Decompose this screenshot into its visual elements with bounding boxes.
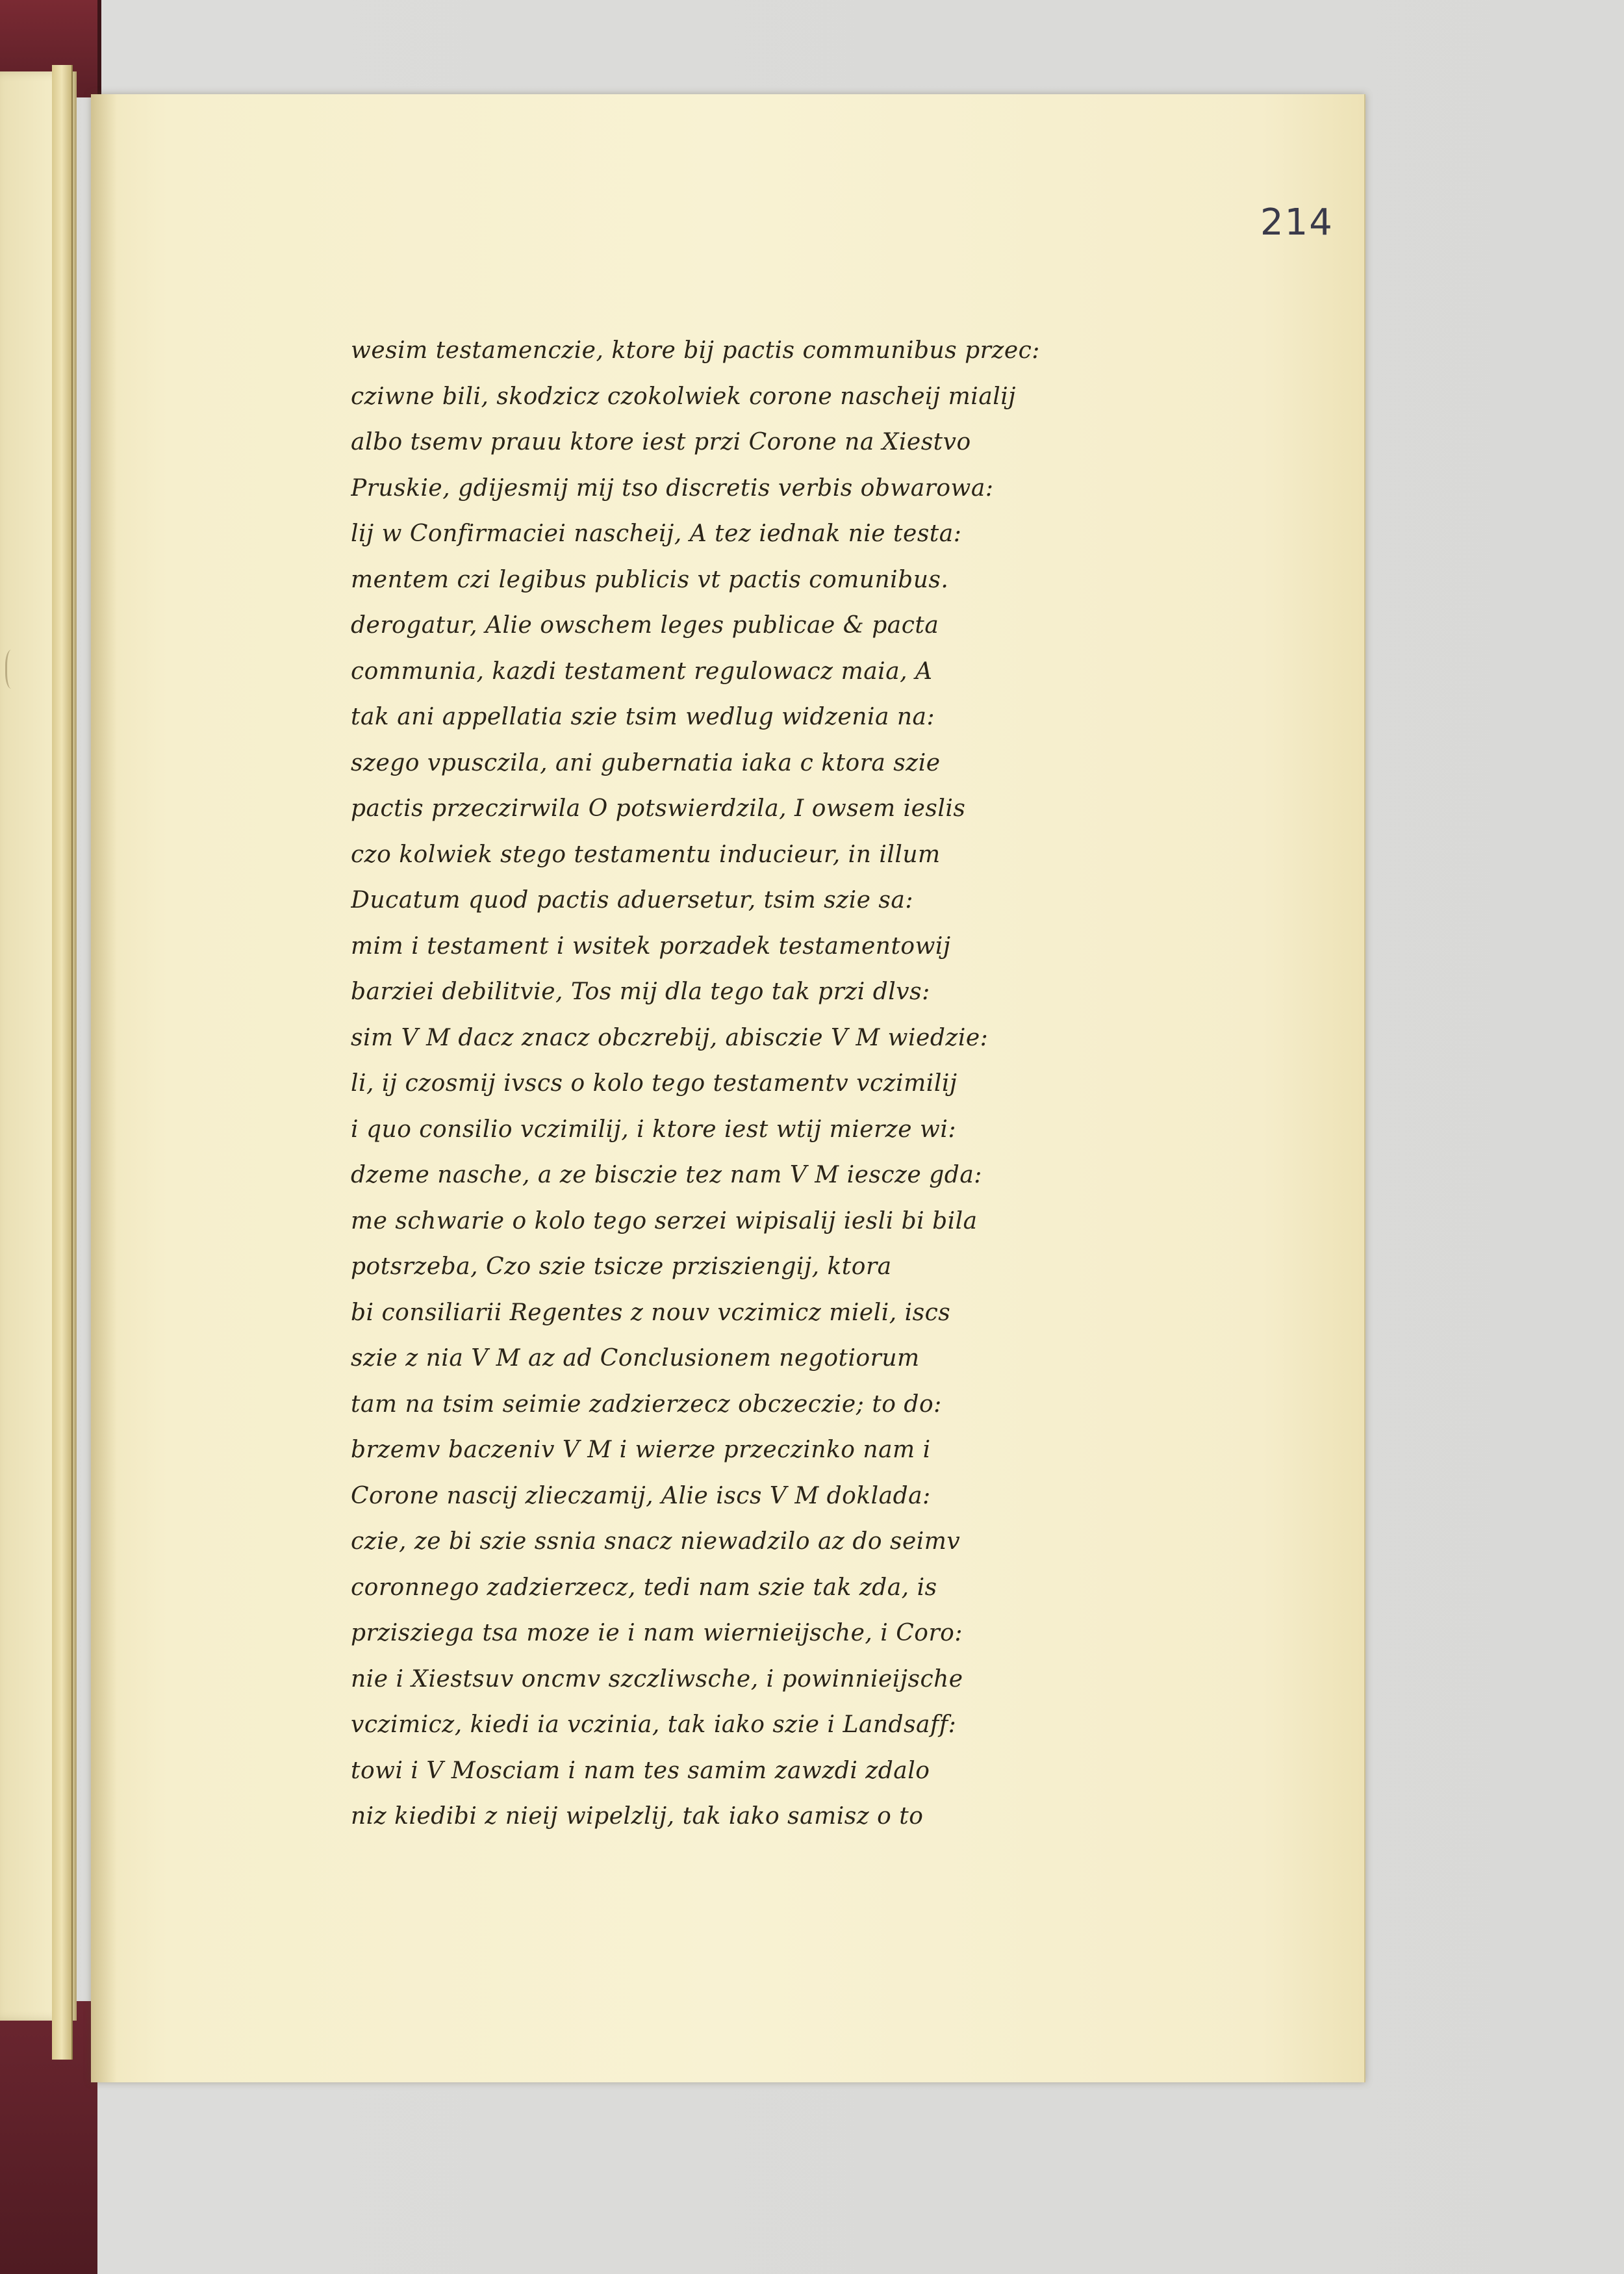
text-line: cziwne bili, skodzicz czokolwiek corone nascheij mialij — [351, 383, 1016, 410]
text-line: sim V M dacz znacz obczrebij, abisczie V M wiedzie: — [351, 1024, 989, 1051]
book-binding-bottom — [0, 2001, 97, 2274]
text-line: bi consiliarii Regentes z nouv vczimicz mieli, iscs — [351, 1299, 951, 1326]
text-line: communia, kazdi testament regulowacz maia, A — [351, 658, 933, 685]
text-line: nie i Xiestsuv oncmv szczliwsche, i powinnieijsche — [351, 1665, 963, 1693]
text-line: derogatur, Alie owschem leges publicae & pacta — [351, 612, 939, 639]
left-page-edge — [52, 65, 73, 2060]
text-line: coronnego zadzierzecz, tedi nam szie tak zda, is — [351, 1574, 937, 1601]
text-line: Corone nascij zlieczamij, Alie iscs V M doklada: — [351, 1482, 931, 1509]
text-line: szego vpusczila, ani gubernatia iaka c ktora szie — [351, 749, 941, 776]
text-line: mim i testament i wsitek porzadek testamentowij — [351, 932, 951, 960]
text-line: me schwarie o kolo tego serzei wipisalij iesli bi bila — [351, 1207, 978, 1234]
page-gutter-shadow — [91, 94, 117, 2082]
text-line: niz kiedibi z nieij wipelzlij, tak iako samisz o to — [351, 1803, 924, 1830]
text-line: czo kolwiek stego testamentu inducieur, in illum — [351, 841, 941, 868]
text-line: li, ij czosmij ivscs o kolo tego testamentv vczimilij — [351, 1070, 958, 1097]
text-line: mentem czi legibus publicis vt pactis comunibus. — [351, 566, 949, 593]
text-line: barziei debilitvie, Tos mij dla tego tak przi dlvs: — [351, 978, 930, 1005]
text-line: dzeme nasche, a ze bisczie tez nam V M iescze gda: — [351, 1162, 982, 1188]
text-line: pactis przeczirwila O potswierdzila, I owsem ieslis — [351, 795, 966, 822]
text-line: potsrzeba, Czo szie tsicze przisziengij, ktora — [351, 1253, 892, 1280]
text-line: Pruskie, gdijesmij mij tso discretis verbis obwarowa: — [351, 474, 994, 502]
text-line: przisziega tsa moze ie i nam wiernieijsche, i Coro: — [351, 1620, 963, 1646]
text-line: towi i V Mosciam i nam tes samim zawzdi zdalo — [351, 1757, 930, 1784]
text-line: szie z nia V M az ad Conclusionem negotiorum — [351, 1345, 920, 1372]
text-line: i quo consilio vczimilij, i ktore iest wtij mierze wi: — [351, 1116, 956, 1143]
text-line: brzemv baczeniv V M i wierze przeczinko nam i — [351, 1437, 931, 1463]
text-line: vczimicz, kiedi ia vczinia, tak iako szie i Landsaff: — [351, 1711, 957, 1738]
text-line: albo tsemv prauu ktore iest przi Corone na Xiestvo — [351, 429, 971, 455]
text-line: czie, ze bi szie ssnia snacz niewadzilo az do seimv — [351, 1528, 961, 1555]
text-line: tak ani appellatia szie tsim wedlug widzenia na: — [351, 704, 935, 730]
text-line: Ducatum quod pactis aduersetur, tsim szie sa: — [351, 887, 913, 913]
text-line: tam na tsim seimie zadzierzecz obczeczie; to do: — [351, 1390, 942, 1418]
text-line: wesim testamenczie, ktore bij pactis communibus przec: — [351, 337, 1040, 364]
folio-number: 214 — [1260, 201, 1334, 244]
text-line: lij w Confirmaciei nascheij, A tez iednak nie testa: — [351, 520, 962, 547]
manuscript-text — [351, 328, 1150, 1840]
margin-mark — [5, 650, 20, 689]
